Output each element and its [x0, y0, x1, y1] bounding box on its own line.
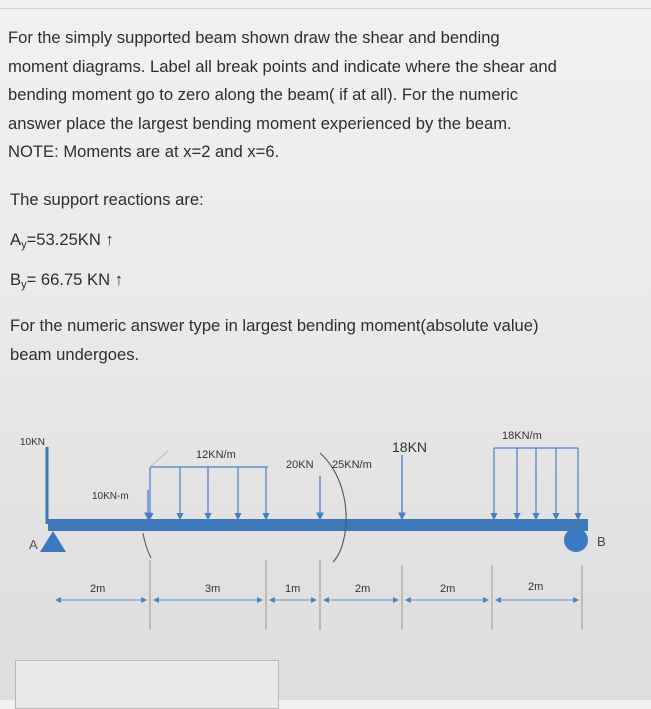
question-line: NOTE: Moments are at x=2 and x=6. [8, 142, 280, 161]
dim-label: 2m [90, 583, 106, 595]
dim-label: 2m [528, 581, 544, 593]
dist-18-label: 18KN/m [502, 430, 542, 442]
dim-label: 2m [355, 583, 371, 595]
reaction-by: $B_y= 66.75$ KN ↑ [10, 270, 123, 291]
numeric-prompt-line: For the numeric answer type in largest bending moment(absolute value) [10, 316, 539, 335]
support-b-label: B [597, 534, 606, 549]
question-text [8, 24, 623, 167]
support-a-triangle [40, 531, 66, 552]
support-a-label: A [29, 537, 38, 552]
dim-label: 3m [205, 583, 221, 595]
question-line: bending moment go to zero along the beam( if at all). For the numeric [8, 85, 519, 104]
question-line: moment diagrams. Label all break points and indicate where the shear and [8, 56, 557, 76]
load-18kn-label: 18KN [392, 439, 428, 455]
dist-12-label: 12KN/m [196, 449, 236, 461]
up-arrow-icon: ↑ [114, 270, 123, 289]
dim-label: 2m [440, 583, 456, 595]
reaction-ay: $A_y=53.25KN$ ↑ [10, 230, 114, 251]
question-line: answer place the largest bending moment experienced by the beam. [8, 113, 512, 133]
reactions-block [10, 186, 204, 306]
distributed-load-18 [494, 448, 578, 519]
answer-input[interactable] [15, 660, 279, 709]
load-10kn-label: 10KN [20, 437, 46, 448]
support-b-roller [564, 528, 588, 552]
moment-25-label: 25KN/m [332, 459, 372, 471]
load-20kn-label: 20KN [286, 459, 314, 471]
beam [48, 519, 588, 531]
up-arrow-icon: ↑ [105, 230, 114, 249]
question-line: For the simply supported beam shown draw the shear and bending [8, 28, 500, 47]
distributed-load-12 [150, 467, 268, 519]
dim-label: 1m [285, 583, 301, 595]
beam-diagram [0, 410, 651, 660]
numeric-prompt-line: beam undergoes. [10, 344, 140, 364]
reactions-heading: The support reactions are: [10, 190, 204, 209]
numeric-prompt [10, 312, 620, 369]
moment-10knm-label: 10KN-m [92, 491, 129, 502]
